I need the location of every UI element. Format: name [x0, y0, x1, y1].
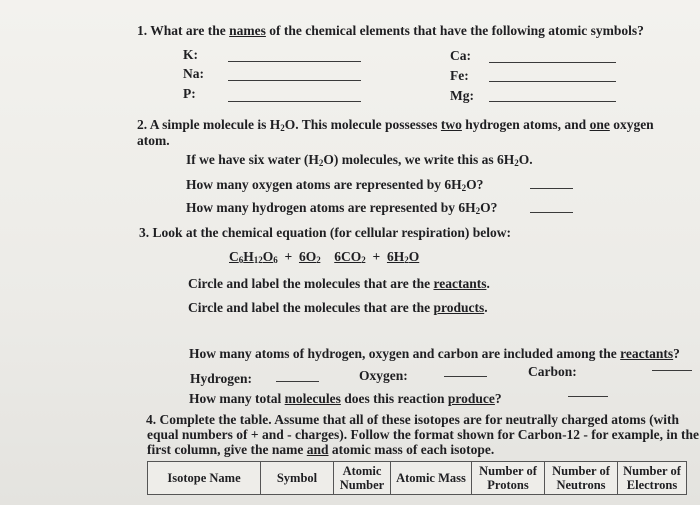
- eq-6h: 6H: [386, 249, 405, 264]
- eq-o: O: [262, 249, 274, 264]
- q2-line4-a: How many oxygen atoms are represented by 6H: [186, 177, 462, 192]
- th-symbol: Symbol: [261, 462, 334, 495]
- q2-line3-b: O) molecules, we write this as 6H: [323, 152, 515, 167]
- q3-total-b: does this reaction: [340, 391, 448, 406]
- q1-text-names: names: [229, 23, 266, 38]
- q1-label-na: Na:: [183, 66, 204, 81]
- q1-text-after: of the chemical elements that have the following atomic symbols?: [265, 23, 644, 38]
- th-atomic-line2: Number: [339, 478, 385, 492]
- q3-circle-products: [188, 300, 488, 316]
- eq-6o-sub: 2: [316, 255, 321, 265]
- q1-label-mg: Mg:: [450, 88, 474, 103]
- q3-total-u: molecules: [284, 391, 341, 406]
- q1-blank-p[interactable]: [228, 101, 361, 102]
- q4-line3-b: atomic mass of each isotope.: [328, 442, 495, 457]
- q3-circle1-u: reactants: [433, 276, 487, 291]
- q3-total-u2: produce: [447, 391, 495, 406]
- isotope-table: [147, 461, 687, 495]
- th-isotope-name: Isotope Name: [148, 462, 261, 495]
- th-neutrons-line1: Number of: [552, 464, 610, 478]
- q3-circle1-a: Circle and label the molecules that are the: [188, 276, 434, 291]
- q1-heading: [137, 23, 644, 39]
- q4-line3-a: first column, give the name: [147, 442, 307, 457]
- eq-6co-sub: 2: [361, 255, 366, 265]
- q2-blank-oxygen[interactable]: [530, 188, 573, 189]
- q3-hydrogen-label: Hydrogen:: [190, 371, 253, 386]
- eq-6h-sub: 2: [404, 255, 409, 265]
- q2-line4: [186, 177, 483, 196]
- q2-blank-hydrogen[interactable]: [530, 212, 573, 213]
- eq-o-sub: 6: [273, 255, 278, 265]
- q2-line4-b: O?: [466, 177, 484, 192]
- q2-line2: atom.: [137, 133, 170, 148]
- q1-blank-fe[interactable]: [489, 81, 616, 82]
- q2-line3-a: If we have six water (H: [186, 152, 319, 167]
- eq-plus-2: +: [372, 249, 381, 264]
- th-electrons: [618, 462, 687, 495]
- q3-carbon-label: Carbon:: [528, 364, 577, 379]
- q1-blank-k[interactable]: [228, 61, 361, 62]
- q2-line3-sub: 2: [318, 158, 324, 168]
- eq-6co: 6CO: [334, 249, 362, 264]
- q3-blank-oxygen[interactable]: [444, 376, 487, 377]
- q3-blank-carbon[interactable]: [652, 370, 692, 371]
- eq-6h-o: O: [408, 249, 420, 264]
- q1-label-p: P:: [183, 86, 196, 101]
- q3-atoms-a: How many atoms of hydrogen, oxygen and carbon are included among the: [189, 346, 621, 361]
- q4-line3-u: and: [306, 442, 329, 457]
- q2-line1-one: one: [589, 117, 610, 132]
- q2-line1-d: oxygen: [609, 117, 654, 132]
- q4-line3: [147, 442, 494, 458]
- isotope-table-header-row: [148, 462, 687, 495]
- th-protons-line2: Protons: [487, 478, 529, 492]
- q3-total-c: ?: [494, 391, 502, 406]
- q3-intro: [139, 225, 511, 241]
- chemical-equation: [229, 249, 419, 265]
- q3-circle2-b: .: [484, 300, 488, 315]
- eq-h-sub: 12: [253, 255, 263, 265]
- eq-c: C: [229, 249, 239, 264]
- q1-blank-ca[interactable]: [489, 62, 616, 63]
- q2-line1-two: two: [440, 117, 462, 132]
- q3-circle1-b: .: [486, 276, 490, 291]
- q2-line1: [137, 117, 654, 136]
- th-protons-line1: Number of: [479, 464, 537, 478]
- q2-line5-sub: 2: [475, 206, 481, 216]
- q2-line1-c: hydrogen atoms, and: [461, 117, 590, 132]
- q4-line1-text: Complete the table. Assume that all of these isotopes are for neutrally charged atoms (with: [159, 412, 680, 427]
- q3-circle-reactants: [188, 276, 490, 292]
- q1-number: 1.: [137, 23, 148, 38]
- q2-line1-b: O. This molecule possesses: [284, 117, 441, 132]
- q3-blank-hydrogen[interactable]: [276, 381, 319, 382]
- q3-circle2-a: Circle and label the molecules that are the: [188, 300, 434, 315]
- q3-total-a: How many total: [189, 391, 285, 406]
- q4-line1: [146, 412, 679, 428]
- q4-line2: equal numbers of + and - charges). Follow the format shown for Carbon-12 - for example, in the: [147, 427, 700, 442]
- q2-line5: [186, 200, 497, 219]
- eq-water: [387, 249, 419, 264]
- eq-carbon-dioxide: [334, 249, 366, 264]
- th-electrons-line1: Number of: [623, 464, 681, 478]
- q1-label-ca: Ca:: [450, 48, 471, 63]
- q2-line5-a: How many hydrogen atoms are represented by 6H: [186, 200, 476, 215]
- q3-atoms-question: [189, 346, 680, 362]
- q1-blank-mg[interactable]: [489, 101, 616, 102]
- eq-glucose: [229, 249, 278, 264]
- q3-oxygen-label: Oxygen:: [359, 368, 408, 383]
- q2-line1-sub: 2: [280, 123, 285, 133]
- eq-oxygen: [299, 249, 321, 264]
- q1-label-k: K:: [183, 47, 198, 62]
- q3-atoms-b: ?: [673, 346, 680, 361]
- th-atomic-mass: Atomic Mass: [391, 462, 472, 495]
- q3-atoms-u: reactants: [620, 346, 674, 361]
- q2-line1-a: A simple molecule is H: [149, 117, 281, 132]
- th-neutrons-line2: Neutrons: [556, 478, 606, 492]
- q2-line5-b: O?: [480, 200, 498, 215]
- eq-c-sub: 6: [238, 255, 244, 265]
- q3-circle2-u: products: [433, 300, 485, 315]
- q2-line3: [186, 152, 533, 171]
- q3-number: 3.: [139, 225, 150, 240]
- q2-line4-sub: 2: [461, 183, 467, 193]
- th-electrons-line2: Electrons: [626, 478, 678, 492]
- th-protons: [472, 462, 545, 495]
- q1-label-fe: Fe:: [450, 68, 469, 83]
- q3-total-question: [189, 391, 502, 407]
- q2-line3-sub2: 2: [514, 158, 519, 168]
- th-atomic-line1: Atomic: [342, 464, 382, 478]
- th-neutrons: [545, 462, 618, 495]
- eq-plus-1: +: [284, 249, 293, 264]
- q3-intro-text: Look at the chemical equation (for cellular respiration) below:: [152, 225, 511, 240]
- q2-line3-c: O.: [518, 152, 533, 167]
- q4-number: 4.: [146, 412, 157, 427]
- q2-number: 2.: [137, 117, 148, 132]
- q1-text-before: What are the: [150, 23, 230, 38]
- q3-blank-total[interactable]: [568, 396, 608, 397]
- eq-6o: 6O: [298, 249, 317, 264]
- eq-h: H: [243, 249, 254, 264]
- q1-blank-na[interactable]: [228, 80, 361, 81]
- th-atomic-number: [334, 462, 391, 495]
